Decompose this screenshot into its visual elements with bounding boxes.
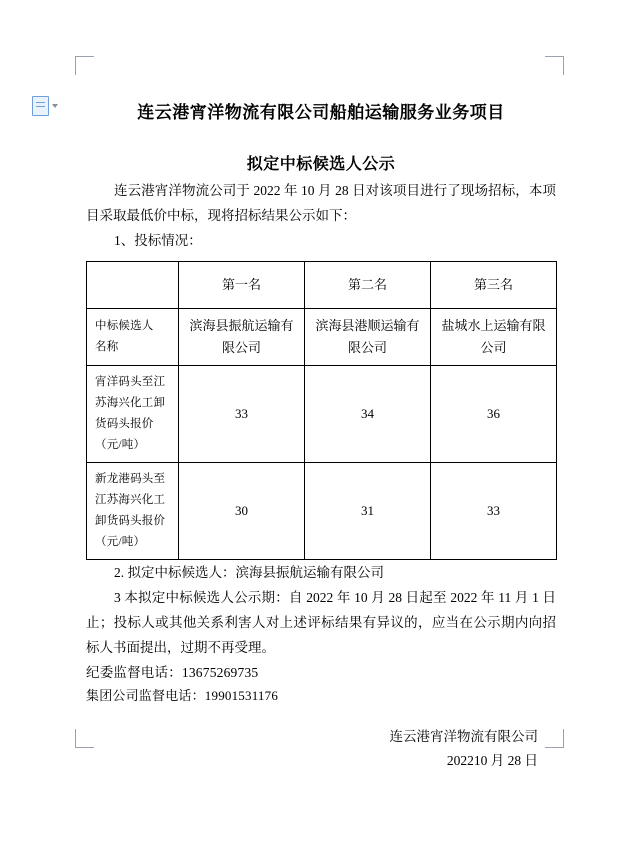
- table-header-corner: [87, 262, 179, 309]
- table-header-rank-2: 第二名: [305, 262, 431, 309]
- row-label-candidate-name: 中标候选人 名称: [87, 309, 179, 366]
- cell-price-xiaoyang-1: 33: [179, 366, 305, 463]
- cell-price-xinlonggang-1: 30: [179, 463, 305, 560]
- intro-paragraph: 连云港宵洋物流公司于 2022 年 10 月 28 日对该项目进行了现场招标，本项目采取最低价中标，现将招标结果公示如下：: [86, 183, 556, 223]
- page-subtitle: 拟定中标候选人公示: [246, 156, 396, 173]
- table-header-row: [87, 262, 557, 309]
- table-row: [87, 366, 557, 463]
- cell-price-xinlonggang-3: 33: [431, 463, 557, 560]
- section-2-paragraph: 2. 拟定中标候选人：滨海县振航运输有限公司: [114, 565, 384, 580]
- crop-mark-top-right: [545, 56, 564, 75]
- table-row: [87, 463, 557, 560]
- contact-line-1: 纪委监督电话：13675269735: [86, 665, 259, 680]
- table-header-rank-3: 第三名: [431, 262, 557, 309]
- cell-price-xiaoyang-2: 34: [305, 366, 431, 463]
- cell-candidate-1: 滨海县振航运输有 限公司: [179, 309, 305, 366]
- page-title: 连云港宵洋物流有限公司船舶运输服务业务项目: [137, 103, 505, 122]
- contact-line-2: 集团公司监督电话：19901531176: [86, 688, 279, 703]
- cell-price-xiaoyang-3: 36: [431, 366, 557, 463]
- table-row: [87, 309, 557, 366]
- document-icon: [32, 96, 49, 116]
- signature-company: 连云港宵洋物流有限公司: [389, 729, 538, 744]
- table-header-rank-1: 第一名: [179, 262, 305, 309]
- chevron-down-icon[interactable]: [52, 104, 58, 108]
- cell-price-xinlonggang-2: 31: [305, 463, 431, 560]
- signature-date: 202210 月 28 日: [446, 753, 538, 768]
- bid-results-table: [86, 261, 557, 560]
- signature-block: [86, 725, 556, 773]
- document-thumbnail-control[interactable]: [32, 96, 58, 116]
- section-1-label: 1、投标情况：: [114, 233, 202, 248]
- row-label-price-xinlonggang: 新龙港码头至 江苏海兴化工 卸货码头报价 （元/吨）: [87, 463, 179, 560]
- section-3-paragraph: 3 本拟定中标候选人公示期：自 2022 年 10 月 28 日起至 2022 年 11 月 1 日止；投标人或其他关系利害人对上述评标结果有异议的，应当在公示期内向招标人书面提出，过期不再受理。: [86, 590, 556, 655]
- cell-candidate-3: 盐城水上运输有限 公司: [431, 309, 557, 366]
- row-label-price-xiaoyang: 宵洋码头至江 苏海兴化工卸 货码头报价 （元/吨）: [87, 366, 179, 463]
- cell-candidate-2: 滨海县港顺运输有 限公司: [305, 309, 431, 366]
- crop-mark-top-left: [75, 56, 94, 75]
- document-body: [86, 86, 556, 773]
